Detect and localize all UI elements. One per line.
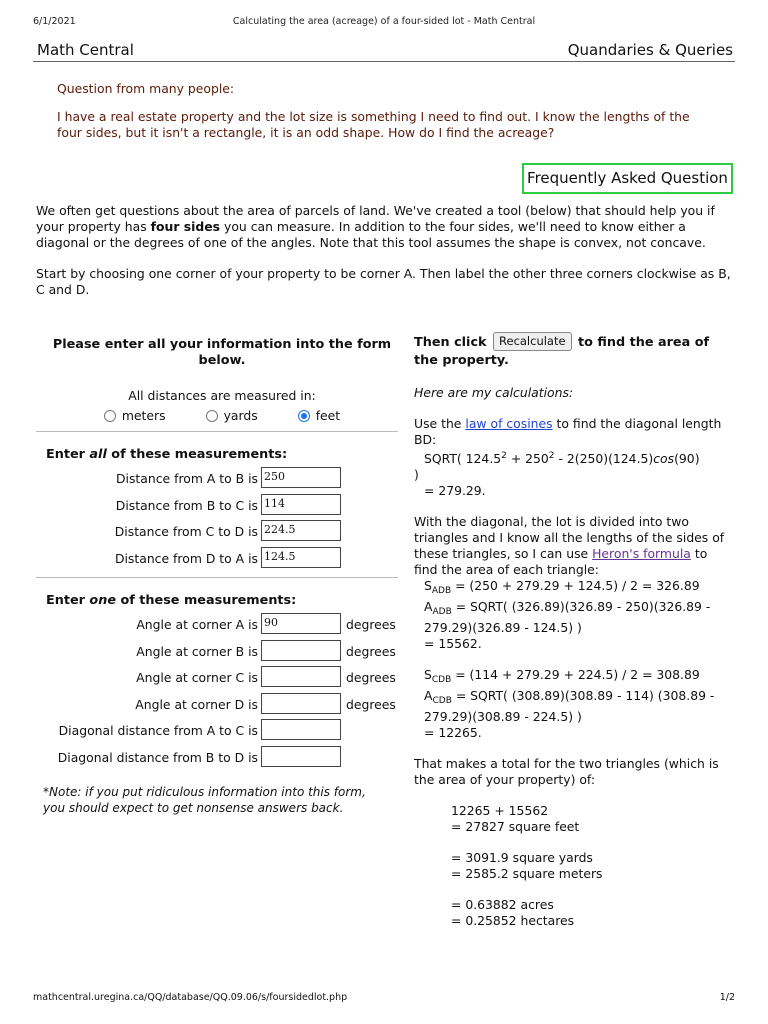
unit-radio-yards[interactable]: yards (206, 408, 258, 423)
four-sides-emphasis: four sides (150, 219, 221, 234)
radio-button-meters[interactable] (104, 410, 116, 422)
angle-b-input[interactable] (261, 640, 341, 661)
angle-c-row: Angle at corner C is degrees (36, 664, 398, 691)
section-name-link[interactable]: Quandaries & Queries (567, 41, 733, 59)
angle-d-row: Angle at corner D is degrees (36, 691, 398, 718)
print-title: Calculating the area (acreage) of a four-sided lot - Math Central (232, 16, 536, 27)
side-da-row: Distance from D to A is 124.5 (36, 545, 398, 572)
recalculate-button[interactable]: Recalculate (493, 332, 572, 351)
units-label: All distances are measured in: (128, 388, 316, 403)
side-cd-row: Distance from C to D is 224.5 (36, 518, 398, 545)
radio-button-yards[interactable] (206, 410, 218, 422)
print-date: 6/1/2021 (33, 16, 76, 27)
diagonal-bd-input[interactable] (261, 746, 341, 767)
intro-paragraph-2: Start by choosing one corner of your property to be corner A. Then label the other three corners clockwise as B, C and D. (36, 266, 731, 297)
total-sum: 12265 + 15562 (451, 803, 549, 818)
form-divider-2 (36, 577, 398, 578)
diagonal-result: = 279.29. (424, 483, 486, 498)
page-url: mathcentral.uregina.ca/QQ/database/QQ.09.06/s/foursidedlot.php (33, 992, 348, 1003)
form-heading: Please enter all your information into the form below. (52, 337, 392, 368)
angle-c-input[interactable] (261, 666, 341, 687)
diagonal-ac-input[interactable] (261, 719, 341, 740)
total-hectares: = 0.25852 hectares (451, 913, 575, 928)
total-text: That makes a total for the two triangles (which is the area of your property) of: (414, 756, 719, 787)
faq-label: Frequently Asked Question (522, 163, 733, 194)
calculations-heading: Here are my calculations: (414, 385, 574, 400)
a-adb-result: = 15562. (424, 636, 482, 651)
angle-d-input[interactable] (261, 693, 341, 714)
side-bc-input[interactable]: 114 (261, 494, 341, 515)
intro-text (36, 203, 736, 313)
print-header (33, 16, 735, 30)
s-cdb-line: $S_{CDB} = (114 + 279.29 + 224.5) / 2 = 308.89$ (424, 667, 700, 685)
total-acres: = 0.63882 acres (451, 897, 554, 912)
unit-radio-feet[interactable]: feet (298, 408, 340, 423)
total-square-meters: = 2585.2 square meters (451, 866, 603, 881)
side-ab-row: Distance from A to B is 250 (36, 465, 398, 492)
s-adb-line: $S_{ADB} = (250 + 279.29 + 124.5) / 2 = 326.89$ (424, 578, 700, 596)
side-cd-input[interactable]: 224.5 (261, 520, 341, 541)
a-adb-line: $A_{ADB}$ = SQRT( (326.89)(326.89 - 250)(326.89 - 279.29)(326.89 - 124.5) ) (424, 599, 711, 635)
question-text: I have a real estate property and the lot size is something I need to find out. I know the lengths of the four sides, but it isn't a rectangle, it is an odd shape. How do I find the acreage? (57, 109, 690, 140)
side-bc-row: Distance from B to C is 114 (36, 492, 398, 519)
angles-section-title: Enter one of these measurements: (46, 593, 297, 608)
radio-button-feet[interactable] (298, 410, 310, 422)
law-of-cosines-link[interactable]: law of cosines (465, 416, 553, 431)
diagonal-ac-row: Diagonal distance from A to C is (36, 717, 398, 744)
site-name-link[interactable]: Math Central (37, 41, 134, 59)
input-form (36, 337, 398, 816)
form-divider (36, 431, 398, 432)
totals-block (414, 803, 734, 929)
a-cdb-result: = 12265. (424, 725, 482, 740)
form-note: *Note: if you put ridiculous information into this form, you should expect to get nonsense answers back. (43, 785, 366, 815)
diagonal-bd-row: Diagonal distance from B to D is (36, 744, 398, 771)
recalculate-instruction: Then click Recalculate to find the area of the property. (414, 334, 710, 368)
herons-text: With the diagonal, the lot is divided into two triangles and I know all the lengths of the sides of these triangles, so I can use Heron's formula to find the area of each triangle: (414, 514, 725, 577)
intro-paragraph-1: We often get questions about the area of parcels of land. We've created a tool (below) that should help you if your property has four sides you can measure. In addition to the four sides, we'll need to know either a diagonal or the degrees of one of the angles. Note that this tool assumes the shape is convex, not concave. (36, 203, 715, 250)
side-ab-input[interactable]: 250 (261, 467, 341, 488)
angle-b-row: Angle at corner B is degrees (36, 638, 398, 665)
diagonal-formula: SQRT( $124.5^2 + 250^2 - 2(250)(124.5)\cos(90)$ ) (414, 451, 700, 482)
angle-a-row: Angle at corner A is 90 degrees (36, 611, 398, 638)
total-square-yards: = 3091.9 square yards (451, 850, 593, 865)
page-number: 1/2 (719, 992, 735, 1003)
unit-radio-group (46, 408, 398, 423)
unit-radio-meters[interactable]: meters (104, 408, 166, 423)
calculations-panel (414, 332, 734, 929)
total-square-feet: = 27827 square feet (451, 819, 580, 834)
site-banner (33, 38, 735, 62)
herons-formula-link[interactable]: Heron's formula (592, 546, 691, 561)
angle-a-input[interactable]: 90 (261, 613, 341, 634)
a-cdb-line: $A_{CDB}$ = SQRT( (308.89)(308.89 - 114) (308.89 - 279.29)(308.89 - 224.5) ) (424, 688, 715, 724)
sides-section-title: Enter all of these measurements: (46, 447, 288, 462)
question-from: Question from many people: (57, 81, 235, 96)
question-block (57, 81, 717, 141)
side-da-input[interactable]: 124.5 (261, 547, 341, 568)
law-of-cosines-text: Use the law of cosines to find the diagonal length BD: (414, 416, 722, 447)
